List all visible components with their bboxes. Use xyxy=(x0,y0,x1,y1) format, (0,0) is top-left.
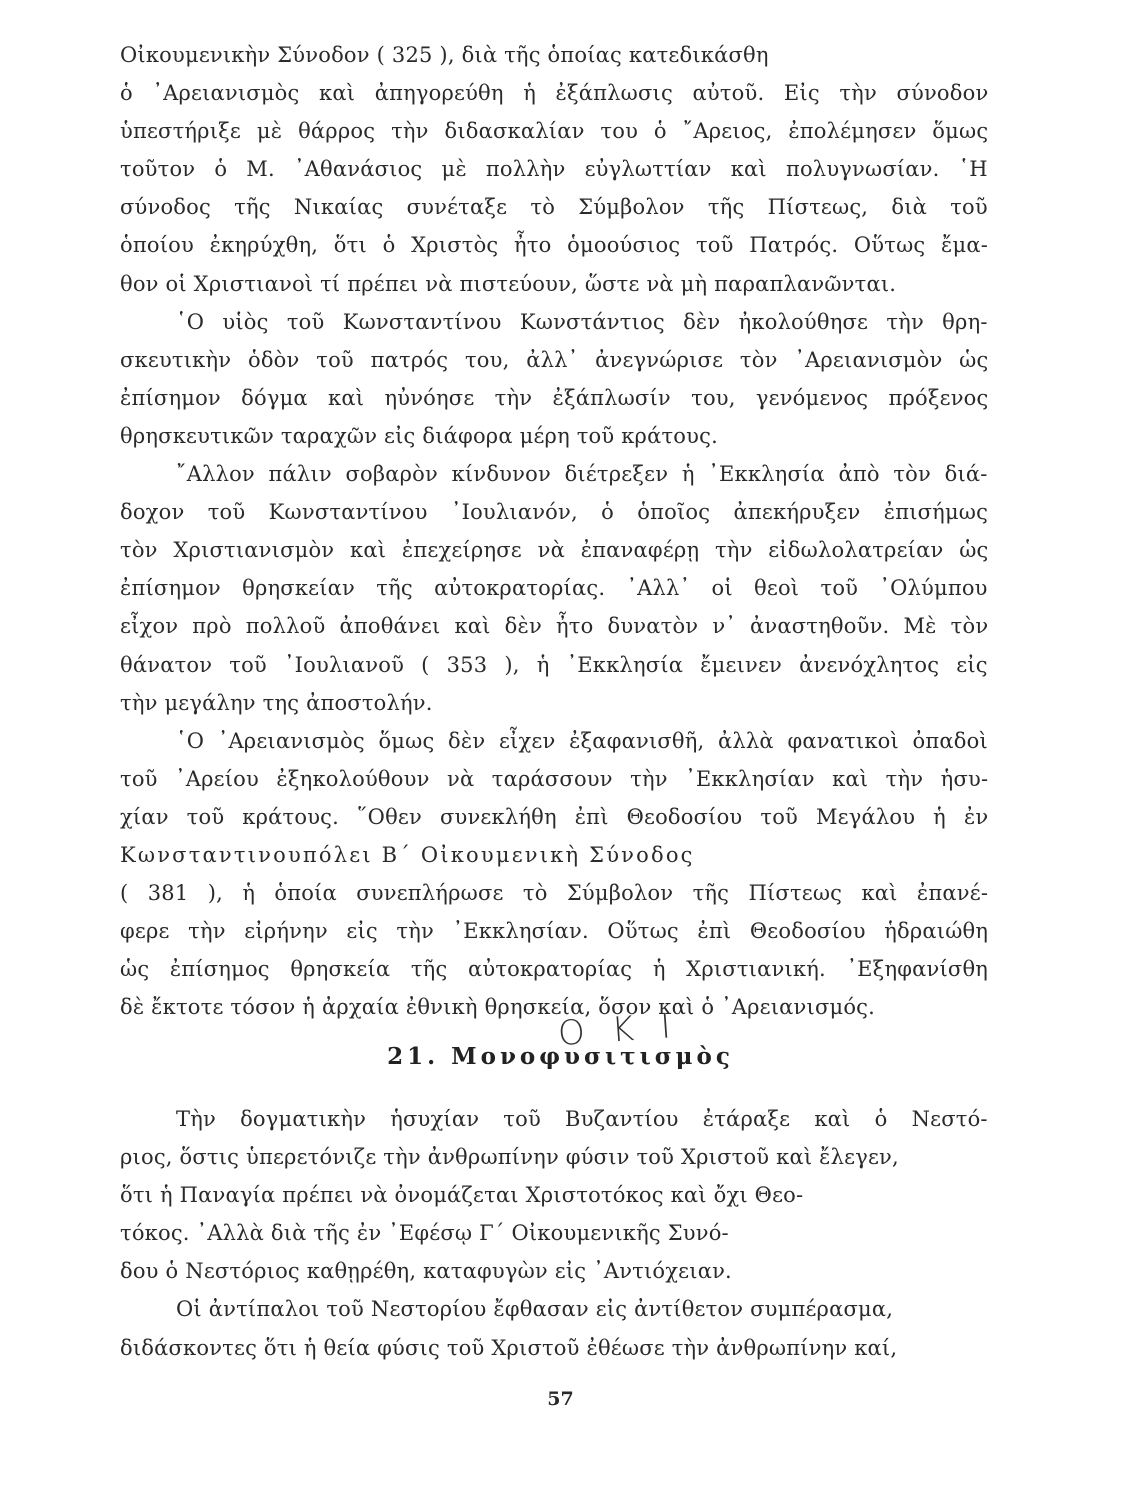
text-line: ὅτι ἡ Παναγία πρέπει νὰ ὀνομάζεται Χριστοτόκος καὶ ὄχι Θεο- xyxy=(120,1183,804,1208)
text-line: ἐπίσημον θρησκείαν τῆς αὐτοκρατορίας. ᾿Αλλ᾿ οἱ θεοὶ τοῦ ᾿Ολύμπου xyxy=(120,576,988,601)
text-line: ῾Ο ᾿Αρειανισμὸς ὅμως δὲν εἶχεν ἐξαφανισθῆ, ἀλλὰ φανατικοὶ ὀπαδοὶ xyxy=(176,728,988,753)
text-line: εἶχον πρὸ πολλοῦ ἀποθάνει καὶ δὲν ἦτο δυνατὸν ν᾿ ἀναστηθοῦν. Μὲ τὸν xyxy=(120,614,989,639)
text-line: θάνατον τοῦ ᾿Ιουλιανοῦ ( 353 ), ἡ ᾿Εκκλησία ἔμεινεν ἀνενόχλητος εἰς xyxy=(120,652,988,677)
text-line: ὁποίου ἐκηρύχθη, ὅτι ὁ Χριστὸς ἦτο ὁμοούσιος τοῦ Πατρός. Οὕτως ἔμα- xyxy=(120,233,989,258)
text-line: Οἰκουμενικὴν Σύνοδον ( 325 ), διὰ τῆς ὁποίας κατεδικάσθη xyxy=(120,43,769,67)
text-line: ῾Ο υἱὸς τοῦ Κωνσταντίνου Κωνστάντιος δὲν ἠκολούθησε τὴν θρη- xyxy=(176,309,988,334)
text-line: Τὴν δογματικὴν ἡσυχίαν τοῦ Βυζαντίου ἐτάραξε καὶ ὁ Νεστό- xyxy=(176,1107,988,1131)
body-text-bottom xyxy=(120,1100,988,1367)
text-line: θρησκευτικῶν ταραχῶν εἰς διάφορα μέρη τοῦ κράτους. xyxy=(120,423,718,448)
text-line: τοῦ ᾿Αρείου ἐξηκολούθουν νὰ ταράσσουν τὴν ᾿Εκκλησίαν καὶ τὴν ἡσυ- xyxy=(120,766,989,791)
text-line: Κωνσταντινουπόλει Β΄ Οἰκουμενικὴ Σύνοδος xyxy=(120,842,695,867)
text-line: Οἱ ἀντίπαλοι τοῦ Νεστορίου ἔφθασαν εἰς ἀντίθετον συμπέρασμα, xyxy=(176,1297,894,1322)
text-line: τοῦτον ὁ Μ. ᾿Αθανάσιος μὲ πολλὴν εὐγλωττίαν καὶ πολυγνωσίαν. ῾Η xyxy=(120,157,988,182)
body-text-top xyxy=(120,36,988,1026)
text-line: τόκος. ᾿Αλλὰ διὰ τῆς ἐν ᾿Εφέσῳ Γ΄ Οἰκουμενικῆς Συνό- xyxy=(120,1221,729,1246)
section-heading: 21. Μονοφυσιτισμὸς xyxy=(387,1043,734,1070)
text-line: ὡς ἐπίσημος θρησκεία τῆς αὐτοκρατορίας ἡ Χριστιανική. ᾿Εξηφανίσθη xyxy=(120,957,989,982)
text-line: ὁ ᾿Αρειανισμὸς καὶ ἀπηγορεύθη ἡ ἐξάπλωσις αὐτοῦ. Εἰς τὴν σύνοδον xyxy=(120,81,989,106)
text-line: δοχον τοῦ Κωνσταντίνου ᾿Ιουλιανόν, ὁ ὁποῖος ἀπεκήρυξεν ἐπισήμως xyxy=(120,500,989,525)
text-line: φερε τὴν εἰρήνην εἰς τὴν ᾿Εκκλησίαν. Οὕτως ἐπὶ Θεοδοσίου ἡδραιώθη xyxy=(120,919,989,944)
text-line: σκευτικὴν ὁδὸν τοῦ πατρός του, ἀλλ᾿ ἀνεγνώρισε τὸν ᾿Αρειανισμὸν ὡς xyxy=(120,347,989,372)
text-line: τὴν μεγάλην της ἀποστολήν. xyxy=(120,690,433,715)
handwritten-note: Ο Κ Ι xyxy=(556,1005,680,1055)
text-line: ἐπίσημον δόγμα καὶ ηὐνόησε τὴν ἐξάπλωσίν του, γενόμενος πρόξενος xyxy=(120,385,989,410)
text-line: ὑπεστήριξε μὲ θάρρος τὴν διδασκαλίαν του ὁ ῎Αρειος, ἐπολέμησεν ὅμως xyxy=(120,119,989,144)
text-line: θον οἱ Χριστιανοὶ τί πρέπει νὰ πιστεύουν, ὥστε νὰ μὴ παραπλανῶνται. xyxy=(120,271,897,296)
text-line: χίαν τοῦ κράτους. ῞Οθεν συνεκλήθη ἐπὶ Θεοδοσίου τοῦ Μεγάλου ἡ ἐν xyxy=(120,804,989,829)
text-line: ῎Αλλον πάλιν σοβαρὸν κίνδυνον διέτρεξεν ἡ ᾿Εκκλησία ἀπὸ τὸν διά- xyxy=(176,462,988,487)
text-line: τὸν Χριστιανισμὸν καὶ ἐπεχείρησε νὰ ἐπαναφέρῃ τὴν εἰδωλολατρείαν ὡς xyxy=(120,538,989,563)
text-line: ριος, ὅστις ὑπερετόνιζε τὴν ἀνθρωπίνην φύσιν τοῦ Χριστοῦ καὶ ἔλεγεν, xyxy=(120,1145,899,1170)
text-line: δου ὁ Νεστόριος καθῃρέθη, καταφυγὼν εἰς ᾿Αντιόχειαν. xyxy=(120,1259,732,1284)
page-number: 57 xyxy=(547,1388,574,1410)
text-line: σύνοδος τῆς Νικαίας συνέταξε τὸ Σύμβολον τῆς Πίστεως, διὰ τοῦ xyxy=(120,195,988,220)
text-line: ( 381 ), ἡ ὁποία συνεπλήρωσε τὸ Σύμβολον τῆς Πίστεως καὶ ἐπανέ- xyxy=(120,881,989,906)
text-line: διδάσκοντες ὅτι ἡ θεία φύσις τοῦ Χριστοῦ ἐθέωσε τὴν ἀνθρωπίνην καί, xyxy=(120,1335,898,1360)
text-line: δὲ ἔκτοτε τόσον ἡ ἀρχαία ἐθνικὴ θρησκεία, ὅσον καὶ ὁ ᾿Αρειανισμός. xyxy=(120,995,876,1020)
